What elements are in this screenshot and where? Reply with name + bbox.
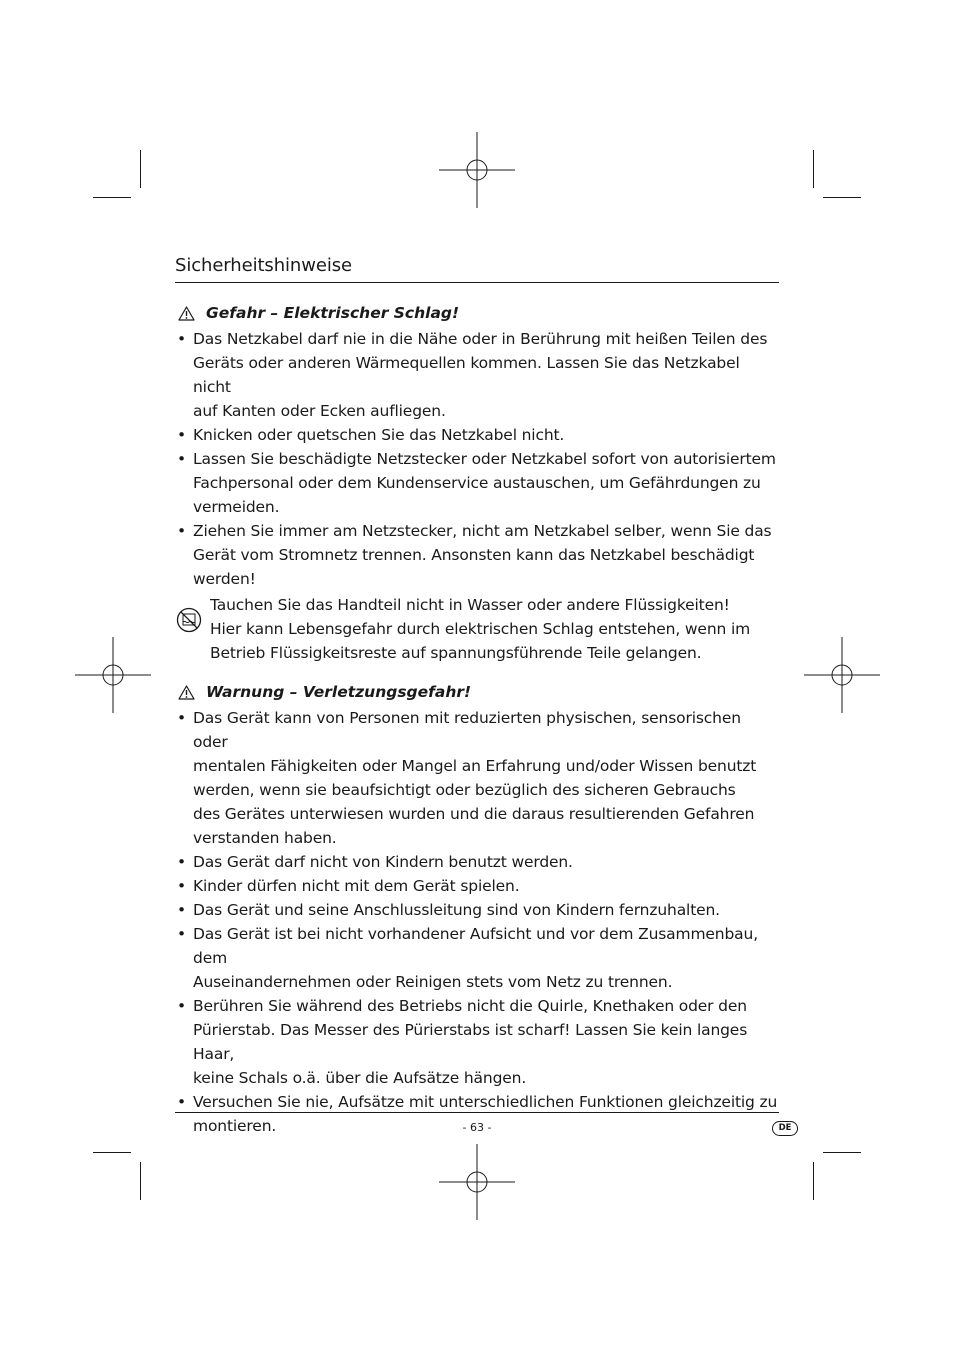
do-not-immerse-icon — [176, 607, 202, 633]
registration-mark-icon — [439, 1144, 515, 1220]
crop-mark — [93, 1152, 131, 1153]
notice-line: Tauchen Sie das Handteil nicht in Wasser oder andere Flüssigkeiten! — [210, 596, 730, 614]
footer-rule — [175, 1112, 779, 1113]
page-title: Sicherheitshinweise — [175, 255, 352, 276]
list-item: • Das Gerät und seine Anschlussleitung sind von Kindern fernzuhalten. — [175, 898, 779, 922]
bullet-list-injury — [175, 706, 779, 1138]
registration-mark-icon — [439, 132, 515, 208]
section-heading-text: Gefahr – Elektrischer Schlag! — [206, 304, 460, 322]
crop-mark — [823, 1152, 861, 1153]
list-item: • Das Gerät darf nicht von Kindern benutzt werden. — [175, 850, 779, 874]
list-item: • Ziehen Sie immer am Netzstecker, nicht am Netzkabel selber, wenn Sie das Gerät vom Stromnetz trennen. Ansonsten kann das Netzkabel beschädigt werden! — [175, 519, 779, 591]
list-item: • Versuchen Sie nie, Aufsätze mit unterschiedlichen Funktionen gleichzeitig zu montieren. — [175, 1090, 779, 1138]
crop-mark — [140, 1162, 141, 1200]
list-item: • Das Gerät ist bei nicht vorhandener Aufsicht und vor dem Zusammenbau, dem Auseinandernehmen oder Reinigen stets vom Netz zu trennen. — [175, 922, 779, 994]
bullet-list-electric — [175, 327, 779, 591]
warning-triangle-icon — [178, 685, 195, 700]
list-item: • Lassen Sie beschädigte Netzstecker oder Netzkabel sofort von autorisiertem Fachpersonal oder dem Kundenservice austauschen, um Gefährdungen zu vermeiden. — [175, 447, 779, 519]
list-item: • Knicken oder quetschen Sie das Netzkabel nicht. — [175, 423, 779, 447]
list-item: • Kinder dürfen nicht mit dem Gerät spielen. — [175, 874, 779, 898]
warning-triangle-icon — [178, 306, 195, 321]
title-rule — [175, 282, 779, 283]
notice-line: Betrieb Flüssigkeitsreste auf spannungsführende Teile gelangen. — [210, 644, 702, 662]
crop-mark — [140, 150, 141, 188]
registration-mark-icon — [75, 637, 151, 713]
crop-mark — [813, 150, 814, 188]
list-item: • Das Gerät kann von Personen mit reduzierten physischen, sensorischen oder mentalen Fähigkeiten oder Mangel an Erfahrung und/oder Wissen benutzt werden, wenn sie beaufsichtigt oder bezüglich des sicheren Gebrauchs des Gerätes unterwiesen wurden und die daraus resultierenden Gefahren verstanden haben. — [175, 706, 779, 850]
crop-mark — [93, 197, 131, 198]
page-number: - 63 - — [462, 1121, 492, 1134]
language-badge: DE — [772, 1121, 798, 1136]
registration-mark-icon — [804, 637, 880, 713]
crop-mark — [813, 1162, 814, 1200]
section-heading-text: Warnung – Verletzungsgefahr! — [206, 683, 472, 701]
list-item: • Das Netzkabel darf nie in die Nähe oder in Berührung mit heißen Teilen des Geräts oder anderen Wärmequellen kommen. Lassen Sie das Netzkabel nicht auf Kanten oder Ecken aufliegen. — [175, 327, 779, 423]
notice-line: Hier kann Lebensgefahr durch elektrischen Schlag entstehen, wenn im — [210, 620, 751, 638]
section-heading-electric — [178, 304, 459, 322]
list-item: • Berühren Sie während des Betriebs nicht die Quirle, Knethaken oder den Pürierstab. Das Messer des Pürierstabs ist scharf! Lassen Sie kein langes Haar, keine Schals o.ä. über die Aufsätze hängen. — [175, 994, 779, 1090]
section-heading-injury — [178, 683, 471, 701]
water-notice — [210, 593, 780, 665]
crop-mark — [823, 197, 861, 198]
